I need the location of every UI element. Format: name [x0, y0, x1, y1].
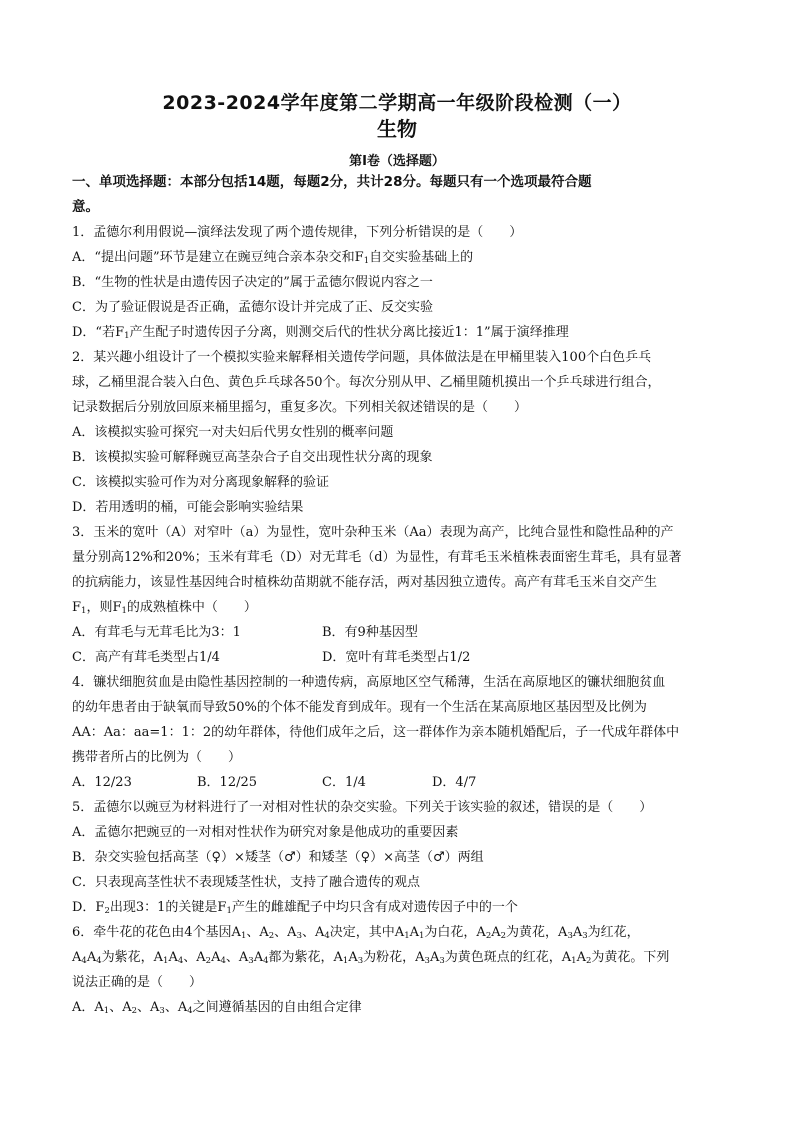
page-title: 2023-2024学年度第二学期高一年级阶段检测（一） [162, 92, 632, 114]
question-4-stem-cont: 的幼年患者由于缺氧而导致50%的个体不能发育到成年。现有一个生活在某高原地区基因型及比例为 [72, 700, 647, 715]
question-4-option-b: B．12/25 [197, 775, 258, 790]
question-3-option-b: B．有9种基因型 [322, 625, 418, 640]
question-2-option-b: B．该模拟实验可解释豌豆高茎杂合子自交出现性状分离的现象 [72, 450, 433, 465]
question-2-stem-cont: 记录数据后分别放回原来桶里摇匀，重复多次。下列相关叙述错误的是（ ） [72, 400, 528, 415]
question-1-option-c: C．为了验证假说是否正确，孟德尔设计并完成了正、反交实验 [72, 300, 433, 315]
question-4-option-a: A．12/23 [72, 775, 132, 790]
question-3-option-a: A．有茸毛与无茸毛比为3：1 [72, 625, 241, 640]
question-2-stem: 2．某兴趣小组设计了一个模拟实验来解释相关遗传学问题，具体做法是在甲桶里装入100个白色乒乓 [72, 350, 652, 365]
question-5-option-c: C．只表现高茎性状不表现矮茎性状，支持了融合遗传的观点 [72, 875, 420, 890]
question-2-option-a: A．该模拟实验可探究一对夫妇后代男女性别的概率问题 [72, 425, 394, 440]
question-4-options-row [72, 770, 724, 795]
question-5-option-b: B．杂交实验包括高茎（♀）×矮茎（♂）和矮茎（♀）×高茎（♂）两组 [72, 850, 484, 865]
subject-title: 生物 [377, 117, 417, 141]
question-4-option-c: C．1/4 [322, 775, 366, 790]
question-6-stem-cont: 说法正确的是（ ） [72, 975, 203, 990]
question-3-stem-cont: $F_1$，则$F_1$的成熟植株中（ ） [72, 600, 257, 616]
question-1-option-a: A．“提出问题”环节是建立在豌豆纯合亲本杂交和$F_1$自交实验基础上的 [72, 250, 474, 266]
question-2-option-d: D．若用透明的桶，可能会影响实验结果 [72, 500, 304, 515]
part-heading: 第I卷（选择题） [349, 154, 445, 169]
question-6-stem-cont: $A_4A_4$为紫花，$A_1A_4$、$A_2A_4$、$A_3A_4$都为紫花，$A_1A_3$为粉花，$A_3A_3$为黄色斑点的红花，$A_1A_2$为黄花。下列 [72, 950, 670, 966]
question-3-option-d: D．宽叶有茸毛类型占1/2 [322, 650, 471, 665]
question-5-stem: 5．孟德尔以豌豆为材料进行了一对相对性状的杂交实验。下列关于该实验的叙述，错误的是（ ） [72, 800, 653, 815]
question-3-option-c: C．高产有茸毛类型占1/4 [72, 650, 220, 665]
question-6-option-a: A．$A_1$、$A_2$、$A_3$、$A_4$之间遵循基因的自由组合定律 [72, 1000, 362, 1016]
question-3-options-row-2 [72, 645, 724, 670]
section-heading: 一、单项选择题：本部分包括14题，每题2分，共计28分。每题只有一个选项最符合题 [72, 174, 592, 190]
question-1-option-b: B．“生物的性状是由遗传因子决定的”属于孟德尔假说内容之一 [72, 275, 433, 290]
section-heading-cont: 意。 [72, 199, 99, 215]
question-4-option-d: D．4/7 [432, 775, 477, 790]
question-5-option-a: A．孟德尔把豌豆的一对相对性状作为研究对象是他成功的重要因素 [72, 825, 459, 840]
question-3-stem-cont: 的抗病能力，该显性基因纯合时植株幼苗期就不能存活，两对基因独立遗传。高产有茸毛玉米自交产生 [72, 575, 658, 590]
question-6-stem: 6．牵牛花的花色由4个基因$A_1$、$A_2$、$A_3$、$A_4$决定，其中$A_1A_1$为白花，$A_2A_2$为黄花，$A_3A_3$为红花， [72, 925, 640, 941]
question-4-stem-cont: AA：Aa：aa=1：1：2的幼年群体，待他们成年之后，这一群体作为亲本随机婚配后，子一代成年群体中 [72, 725, 680, 740]
question-3-stem: 3．玉米的宽叶（A）对窄叶（a）为显性，宽叶杂种玉米（Aa）表现为高产，比纯合显性和隐性品种的产 [72, 525, 674, 540]
question-3-stem-cont: 量分别高12%和20%；玉米有茸毛（D）对无茸毛（d）为显性，有茸毛玉米植株表面密生茸毛，具有显著 [72, 550, 682, 565]
question-4-stem: 4．镰状细胞贫血是由隐性基因控制的一种遗传病，高原地区空气稀薄，生活在高原地区的镰状细胞贫血 [72, 675, 666, 690]
question-1-option-d: D．“若$F_1$产生配子时遗传因子分离，则测交后代的性状分离比接近1：1”属于演绎推理 [72, 325, 569, 341]
question-3-options-row-1 [72, 620, 724, 645]
question-2-stem-cont: 球，乙桶里混合装入白色、黄色乒乓球各50个。每次分别从甲、乙桶里随机摸出一个乒乓球进行组合， [72, 375, 661, 390]
question-2-option-c: C．该模拟实验可作为对分离现象解释的验证 [72, 475, 329, 490]
question-1-stem: 1．孟德尔利用假说—演绎法发现了两个遗传规律，下列分析错误的是（ ） [72, 225, 523, 240]
question-5-option-d: D．$F_2$出现3：1的关键是$F_1$产生的雌雄配子中均只含有成对遗传因子中的一个 [72, 900, 518, 916]
question-content [72, 170, 724, 1020]
question-4-stem-cont: 携带者所占的比例为（ ） [72, 750, 242, 765]
